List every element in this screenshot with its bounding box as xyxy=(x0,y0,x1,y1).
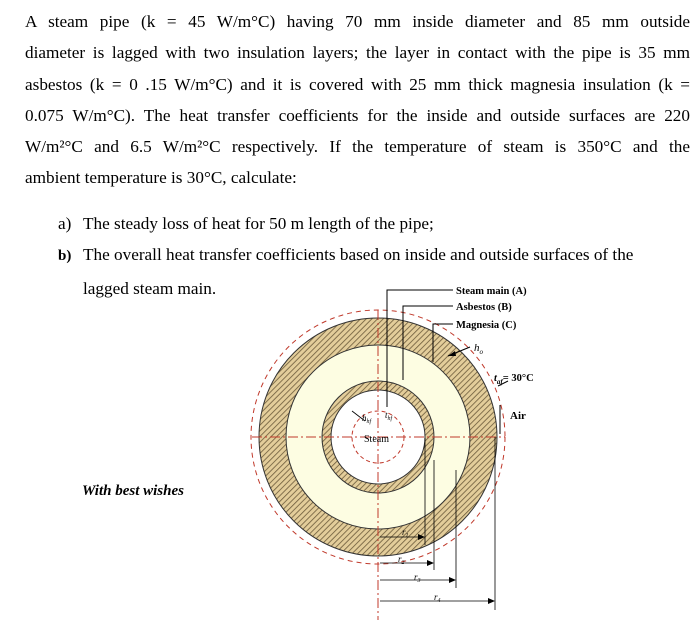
steam-label: Steam xyxy=(364,434,389,445)
r3-arrowhead xyxy=(449,577,456,583)
question-marker: a) xyxy=(58,214,72,233)
legend-steam-main: Steam main (A) xyxy=(456,286,527,297)
air-label: Air xyxy=(510,410,526,422)
r2-label: $r_2$ xyxy=(398,554,405,566)
problem-line: asbestos (k = 0 .15 W/m°C) and it is covered with 25 mm thick magnesia insulation (k = xyxy=(25,74,690,94)
r1-label: $r_1$ xyxy=(402,527,409,539)
lagged-pipe-figure xyxy=(230,278,700,628)
question-text: The overall heat transfer coefficients based on inside and outside surfaces of the xyxy=(83,245,634,264)
problem-line: W/m²°C and 6.5 W/m²°C respectively. If the temperature of steam is 350°C and the xyxy=(25,137,690,157)
r2-arrowhead xyxy=(427,560,434,566)
r3-label: $r_3$ xyxy=(414,572,421,584)
question-b-continuation: lagged steam main. xyxy=(83,279,217,298)
problem-line: A steam pipe (k = 45 W/m°C) having 70 mm inside diameter and 85 mm outside xyxy=(25,12,690,31)
legend-magnesia: Magnesia (C) xyxy=(456,320,517,331)
question-marker: b) xyxy=(58,248,72,264)
r4-label: $r_4$ xyxy=(434,592,441,604)
r4-arrowhead xyxy=(488,598,495,604)
taf-label: $t_{af}= 30^\circ C$ xyxy=(494,373,534,386)
legend-asbestos: Asbestos (B) xyxy=(456,302,512,313)
problem-line: ambient temperature is 30°C, calculate: xyxy=(25,168,297,188)
problem-statement xyxy=(25,6,690,194)
ho-label: $h_o$ xyxy=(474,342,483,356)
hhf-label: $h_{hf}$ xyxy=(362,413,372,425)
signoff: With best wishes xyxy=(82,483,184,499)
question-a xyxy=(58,214,434,234)
question-b xyxy=(58,245,633,265)
thf-label: $t_{hf}$ xyxy=(385,410,393,422)
problem-line: diameter is lagged with two insulation layers; the layer in contact with the pipe is 35 mm xyxy=(25,43,690,63)
question-text: The steady loss of heat for 50 m length of the pipe; xyxy=(83,214,434,233)
problem-line: 0.075 W/m°C). The heat transfer coefficients for the inside and outside surfaces are 220 xyxy=(25,105,690,125)
